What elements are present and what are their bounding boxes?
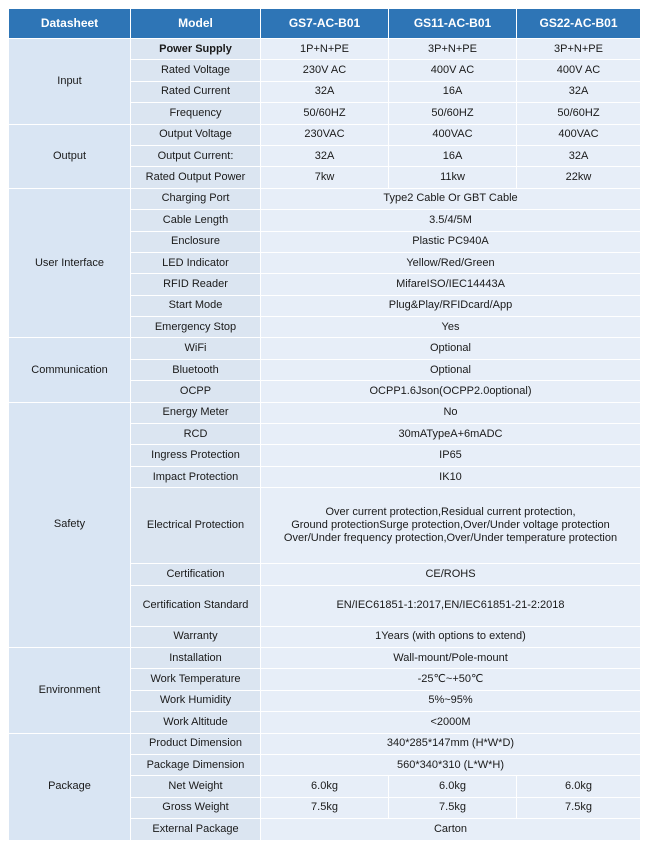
cell-value: 22kw <box>517 167 641 188</box>
cell-value: 7.5kg <box>261 797 389 818</box>
row-label: Warranty <box>131 626 261 647</box>
cell-value: 3P+N+PE <box>517 39 641 60</box>
row-label: Gross Weight <box>131 797 261 818</box>
cell-value: 560*340*310 (L*W*H) <box>261 754 641 775</box>
cell-value: 16A <box>389 145 517 166</box>
row-label: Emergency Stop <box>131 317 261 338</box>
group-environment: Environment <box>9 647 131 733</box>
cell-value: EN/IEC61851-1:2017,EN/IEC61851-21-2:2018 <box>261 585 641 626</box>
row-label: Output Current: <box>131 145 261 166</box>
cell-value: Yellow/Red/Green <box>261 252 641 273</box>
header-model-gs11: GS11-AC-B01 <box>389 9 517 39</box>
table-row <box>9 188 641 209</box>
row-label: Start Mode <box>131 295 261 316</box>
row-label: Power Supply <box>131 39 261 60</box>
table-row <box>9 402 641 423</box>
table-row <box>9 647 641 668</box>
cell-value: 7.5kg <box>517 797 641 818</box>
cell-value: 50/60HZ <box>517 103 641 124</box>
cell-value: Optional <box>261 338 641 359</box>
row-label: Output Voltage <box>131 124 261 145</box>
cell-value: 7.5kg <box>389 797 517 818</box>
cell-value: <2000M <box>261 712 641 733</box>
row-label: Rated Current <box>131 81 261 102</box>
cell-value: 11kw <box>389 167 517 188</box>
cell-value: 50/60HZ <box>261 103 389 124</box>
text-line: Ground protectionSurge protection,Over/Under voltage protection <box>291 519 610 532</box>
cell-value: 400VAC <box>517 124 641 145</box>
row-label: Work Temperature <box>131 669 261 690</box>
row-label: Certification <box>131 564 261 585</box>
cell-value: 6.0kg <box>261 776 389 797</box>
group-output: Output <box>9 124 131 188</box>
group-communication: Communication <box>9 338 131 402</box>
row-label: Frequency <box>131 103 261 124</box>
row-label: Energy Meter <box>131 402 261 423</box>
group-user-interface: User Interface <box>9 188 131 338</box>
row-label: External Package <box>131 819 261 840</box>
cell-value: 400V AC <box>389 60 517 81</box>
cell-value: CE/ROHS <box>261 564 641 585</box>
cell-value: 3P+N+PE <box>389 39 517 60</box>
row-label: RFID Reader <box>131 274 261 295</box>
cell-value: 1Years (with options to extend) <box>261 626 641 647</box>
row-label: Rated Output Power <box>131 167 261 188</box>
cell-value: 1P+N+PE <box>261 39 389 60</box>
cell-value: -25℃~+50℃ <box>261 669 641 690</box>
header-row <box>9 9 641 39</box>
row-label: LED Indicator <box>131 252 261 273</box>
cell-value: OCPP1.6Json(OCPP2.0optional) <box>261 381 641 402</box>
cell-value: 400VAC <box>389 124 517 145</box>
table-row <box>9 39 641 60</box>
cell-value: 50/60HZ <box>389 103 517 124</box>
cell-value: No <box>261 402 641 423</box>
datasheet-table <box>8 8 641 841</box>
text-line: Over/Under frequency protection,Over/Under temperature protection <box>283 532 618 545</box>
cell-value: 230VAC <box>261 124 389 145</box>
row-label: Rated Voltage <box>131 60 261 81</box>
cell-value: Carton <box>261 819 641 840</box>
cell-value: Plug&Play/RFIDcard/App <box>261 295 641 316</box>
header-datasheet: Datasheet <box>9 9 131 39</box>
header-model: Model <box>131 9 261 39</box>
row-label: Product Dimension <box>131 733 261 754</box>
cell-value: 6.0kg <box>517 776 641 797</box>
table-row <box>9 124 641 145</box>
row-label: Work Humidity <box>131 690 261 711</box>
cell-value: Yes <box>261 317 641 338</box>
row-label: Package Dimension <box>131 754 261 775</box>
cell-value: 32A <box>517 145 641 166</box>
row-label: Enclosure <box>131 231 261 252</box>
cell-value: 230V AC <box>261 60 389 81</box>
cell-value: 32A <box>261 145 389 166</box>
cell-value: Type2 Cable Or GBT Cable <box>261 188 641 209</box>
row-label: Charging Port <box>131 188 261 209</box>
cell-value: IP65 <box>261 445 641 466</box>
cell-value: 32A <box>261 81 389 102</box>
cell-value: 6.0kg <box>389 776 517 797</box>
cell-value: Optional <box>261 359 641 380</box>
table-row <box>9 733 641 754</box>
row-label: Certification Standard <box>131 585 261 626</box>
row-label: Impact Protection <box>131 466 261 487</box>
cell-value: Plastic PC940A <box>261 231 641 252</box>
row-label: RCD <box>131 424 261 445</box>
table-row <box>9 338 641 359</box>
row-label: Electrical Protection <box>131 488 261 564</box>
row-label: Work Altitude <box>131 712 261 733</box>
cell-value: 7kw <box>261 167 389 188</box>
cell-value: 5%~95% <box>261 690 641 711</box>
row-label: Ingress Protection <box>131 445 261 466</box>
row-label: OCPP <box>131 381 261 402</box>
group-safety: Safety <box>9 402 131 647</box>
cell-value: 340*285*147mm (H*W*D) <box>261 733 641 754</box>
header-model-gs22: GS22-AC-B01 <box>517 9 641 39</box>
cell-value: 16A <box>389 81 517 102</box>
text-line: Over current protection,Residual current protection, <box>325 506 576 519</box>
group-input: Input <box>9 39 131 125</box>
group-package: Package <box>9 733 131 840</box>
row-label: Bluetooth <box>131 359 261 380</box>
row-label: Installation <box>131 647 261 668</box>
cell-value: 30mATypeA+6mADC <box>261 424 641 445</box>
row-label: Net Weight <box>131 776 261 797</box>
cell-value: 3.5/4/5M <box>261 210 641 231</box>
cell-value: Wall-mount/Pole-mount <box>261 647 641 668</box>
row-label: Cable Length <box>131 210 261 231</box>
cell-value-multiline <box>261 488 641 564</box>
header-model-gs7: GS7-AC-B01 <box>261 9 389 39</box>
cell-value: IK10 <box>261 466 641 487</box>
row-label: WiFi <box>131 338 261 359</box>
cell-value: MifareISO/IEC14443A <box>261 274 641 295</box>
cell-value: 400V AC <box>517 60 641 81</box>
cell-value: 32A <box>517 81 641 102</box>
